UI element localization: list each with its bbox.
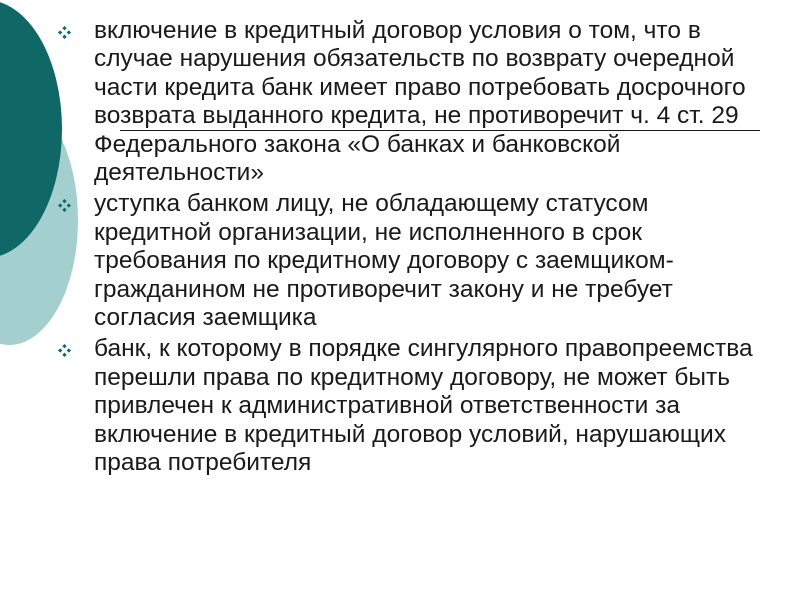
bullet-item-2 — [58, 190, 770, 332]
bullet-text: включение в кредитный договор условия о том, что в случае нарушения обязательств по возврату очередной части кредита банк имеет право потребовать досрочного возврата выданного кредита, не противоречит ч. 4 ст. 29 Федерального закона «О банках и банковской деятельности» — [94, 17, 746, 187]
four-diamond-bullet-icon — [58, 26, 71, 39]
bullet-text: уступка банком лицу, не обладающему статусом кредитной организации, не исполненного в срок требования по кредитному договору с заемщиком-гражданином не противоречит закону и не требует согласия заемщика — [94, 190, 674, 332]
four-diamond-bullet-icon — [58, 344, 71, 357]
bullet-item-1 — [58, 17, 770, 187]
bullet-text: банк, к которому в порядке сингулярного правопреемства перешли права по кредитному договору, не может быть привлечен к административной ответственности за включение в кредитный договор условий, нарушающих права потребителя — [94, 335, 753, 477]
bullet-list — [58, 17, 770, 481]
four-diamond-bullet-icon — [58, 199, 71, 212]
bullet-item-3 — [58, 335, 770, 477]
